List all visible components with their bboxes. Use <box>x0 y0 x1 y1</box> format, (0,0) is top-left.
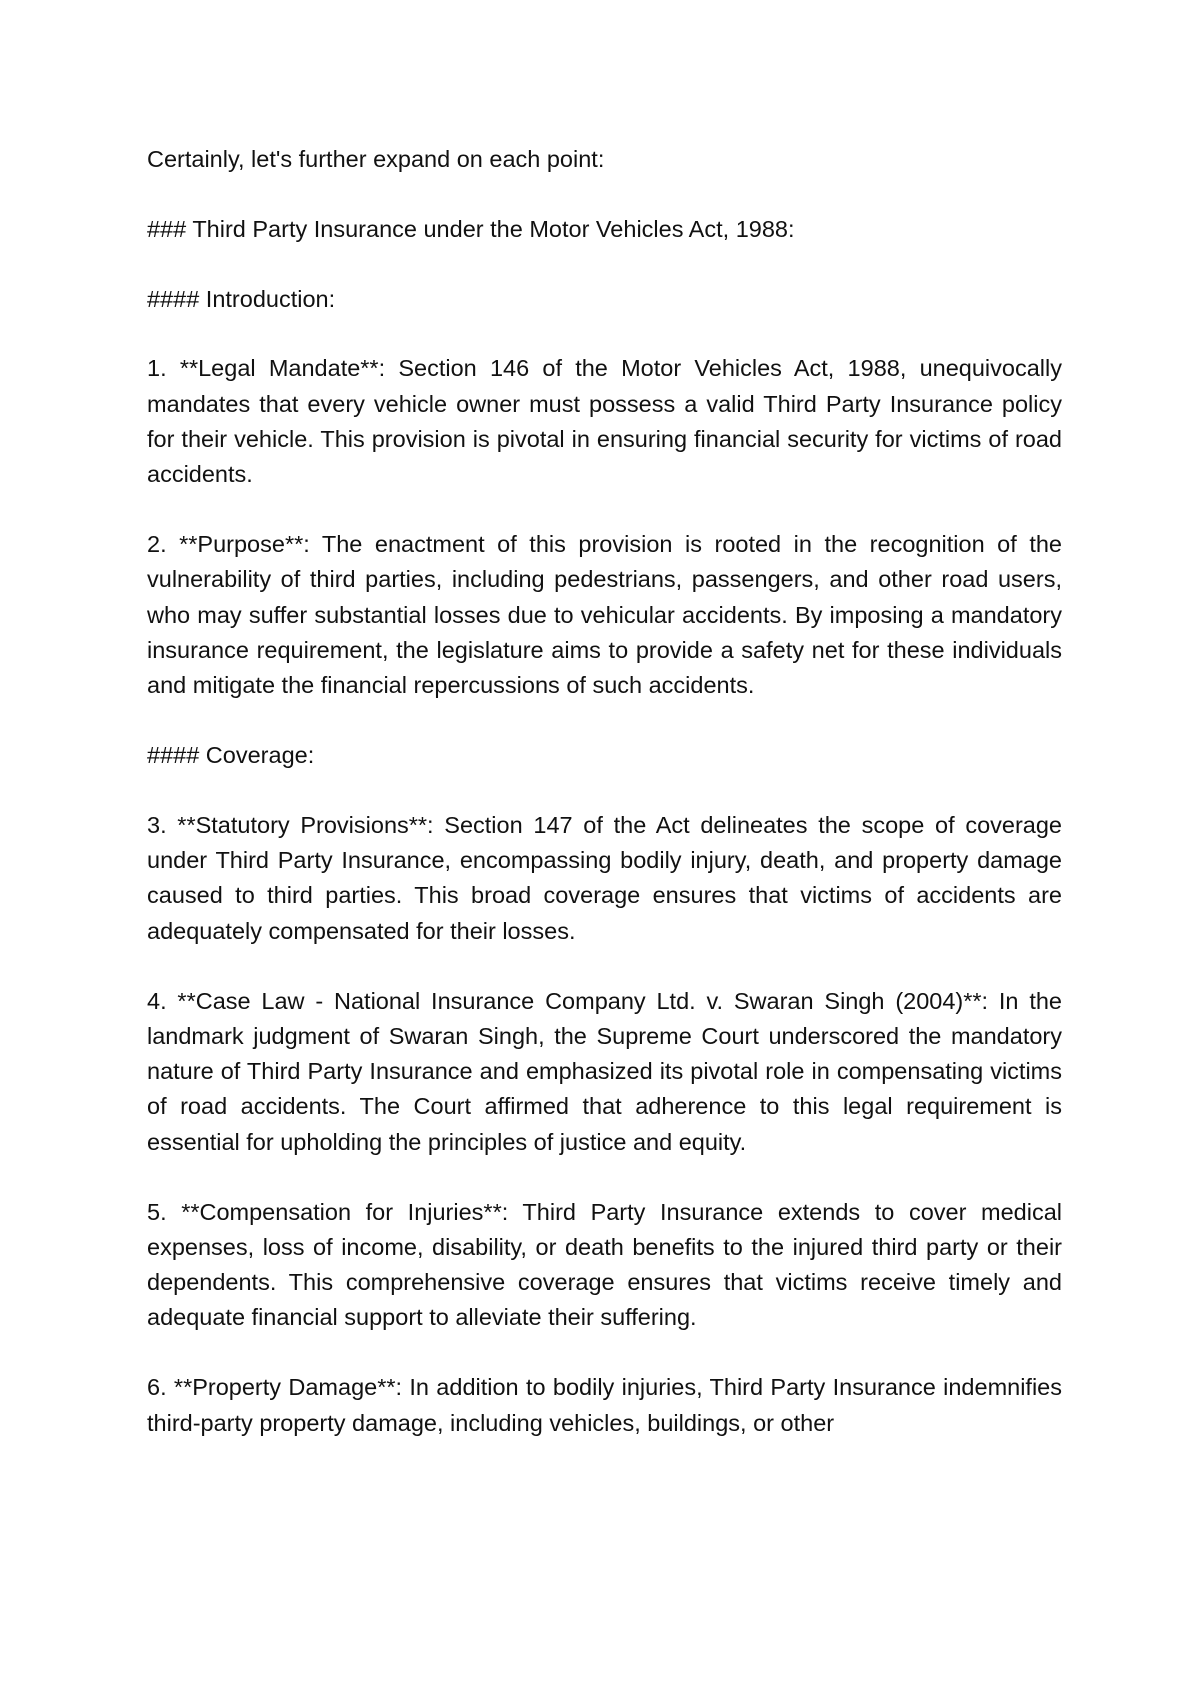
document-page <box>147 142 1062 1475</box>
point-legal-mandate: 1. **Legal Mandate**: Section 146 of the Motor Vehicles Act, 1988, unequivocally mandates that every vehicle owner must possess a valid Third Party Insurance policy for their vehicle. This provision is pivotal in ensuring financial security for victims of road accidents. <box>147 355 1062 488</box>
intro-text: Certainly, let's further expand on each point: <box>147 146 605 172</box>
point-compensation-injuries: 5. **Compensation for Injuries**: Third Party Insurance extends to cover medical expenses, loss of income, disability, or death benefits to the injured third party or their dependents. This comprehensive coverage ensures that victims receive timely and adequate financial support to alleviate their suffering. <box>147 1198 1062 1331</box>
point-property-damage: 6. **Property Damage**: In addition to bodily injuries, Third Party Insurance indemnifies third-party property damage, including vehicles, buildings, or other <box>147 1374 1062 1436</box>
point-statutory-provisions: 3. **Statutory Provisions**: Section 147 of the Act delineates the scope of coverage under Third Party Insurance, encompassing bodily injury, death, and property damage caused to third parties. This broad coverage ensures that victims of accidents are adequately compensated for their losses. <box>147 811 1062 944</box>
main-heading: ### Third Party Insurance under the Motor Vehicles Act, 1988: <box>147 215 795 242</box>
coverage-heading: #### Coverage: <box>147 742 315 769</box>
point-purpose: 2. **Purpose**: The enactment of this provision is rooted in the recognition of the vulnerability of third parties, including pedestrians, passengers, and other road users, who may suffer substantial losses due to vehicular accidents. By imposing a mandatory insurance requirement, the legislature aims to provide a safety net for these individuals and mitigate the financial repercussions of such accidents. <box>147 531 1062 699</box>
point-case-law: 4. **Case Law - National Insurance Company Ltd. v. Swaran Singh (2004)**: In the landmark judgment of Swaran Singh, the Supreme Court underscored the mandatory nature of Third Party Insurance and emphasized its pivotal role in compensating victims of road accidents. The Court affirmed that adherence to this legal requirement is essential for upholding the principles of justice and equity. <box>147 987 1062 1155</box>
introduction-heading: #### Introduction: <box>147 285 336 312</box>
